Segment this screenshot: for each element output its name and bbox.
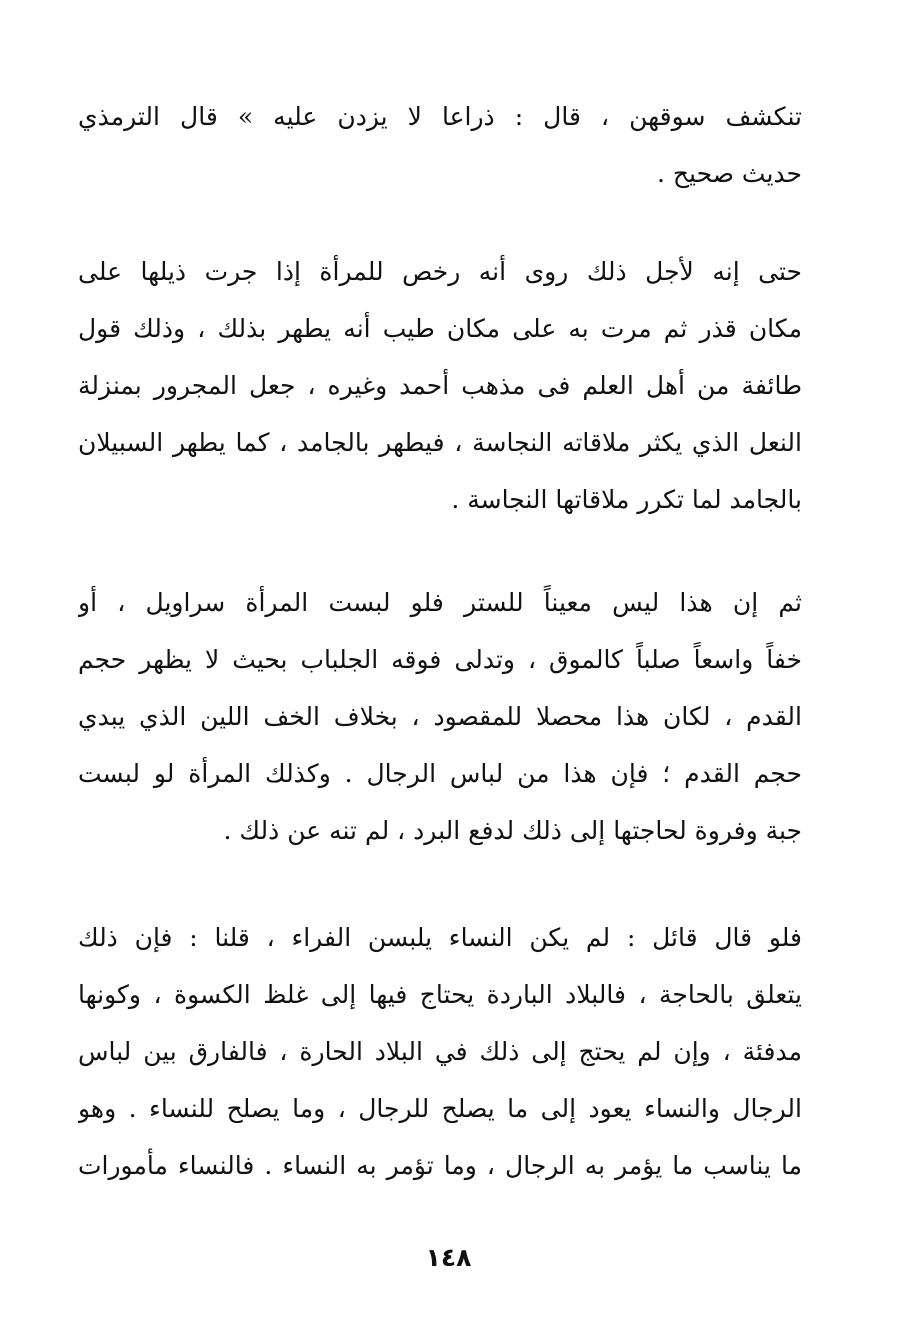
page-number: ١٤٨	[425, 1243, 472, 1272]
paragraph-4	[78, 909, 802, 1194]
text-line: ما يناسب ما يؤمر به الرجال ، وما تؤمر به النساء . فالنساء مأمورات	[78, 1151, 802, 1180]
text-line: طائفة من أهل العلم فى مذهب أحمد وغيره ، جعل المجرور بمنزلة	[78, 371, 802, 400]
paragraph-2	[78, 243, 802, 528]
text-line: خفاً واسعاً صلباً كالموق ، وتدلى فوقه الجلباب بحيث لا يظهر حجم	[78, 645, 802, 674]
text-line: بالجامد لما تكرر ملاقاتها النجاسة .	[451, 485, 802, 514]
text-line: مدفئة ، وإن لم يحتج إلى ذلك في البلاد الحارة ، فالفارق بين لباس	[78, 1037, 802, 1066]
text-line: حجم القدم ؛ فإن هذا من لباس الرجال . وكذلك المرأة لو لبست	[78, 759, 802, 788]
text-line: الرجال والنساء يعود إلى ما يصلح للرجال ، وما يصلح للنساء . وهو	[78, 1094, 802, 1123]
text-line: القدم ، لكان هذا محصلا للمقصود ، بخلاف الخف اللين الذي يبدي	[78, 702, 802, 731]
text-line: جبة وفروة لحاجتها إلى ذلك لدفع البرد ، لم تنه عن ذلك .	[223, 816, 802, 845]
text-line: حتى إنه لأجل ذلك روى أنه رخص للمرأة إذا جرت ذيلها على	[78, 257, 802, 286]
text-line: النعل الذي يكثر ملاقاته النجاسة ، فيطهر بالجامد ، كما يطهر السبيلان	[78, 428, 802, 457]
paragraph-1	[78, 88, 802, 202]
text-line: يتعلق بالحاجة ، فالبلاد الباردة يحتاج فيها إلى غلظ الكسوة ، وكونها	[78, 980, 802, 1009]
paragraph-3	[78, 574, 802, 859]
text-line: حديث صحيح .	[657, 159, 802, 188]
text-line: ثم إن هذا ليس معيناً للستر فلو لبست المرأة سراويل ، أو	[78, 588, 802, 617]
text-line: مكان قذر ثم مرت به على مكان طيب أنه يطهر بذلك ، وذلك قول	[78, 314, 802, 343]
text-line: تنكشف سوقهن ، قال : ذراعا لا يزدن عليه » قال الترمذي	[78, 102, 802, 131]
text-line: فلو قال قائل : لم يكن النساء يلبسن الفراء ، قلنا : فإن ذلك	[78, 923, 802, 952]
